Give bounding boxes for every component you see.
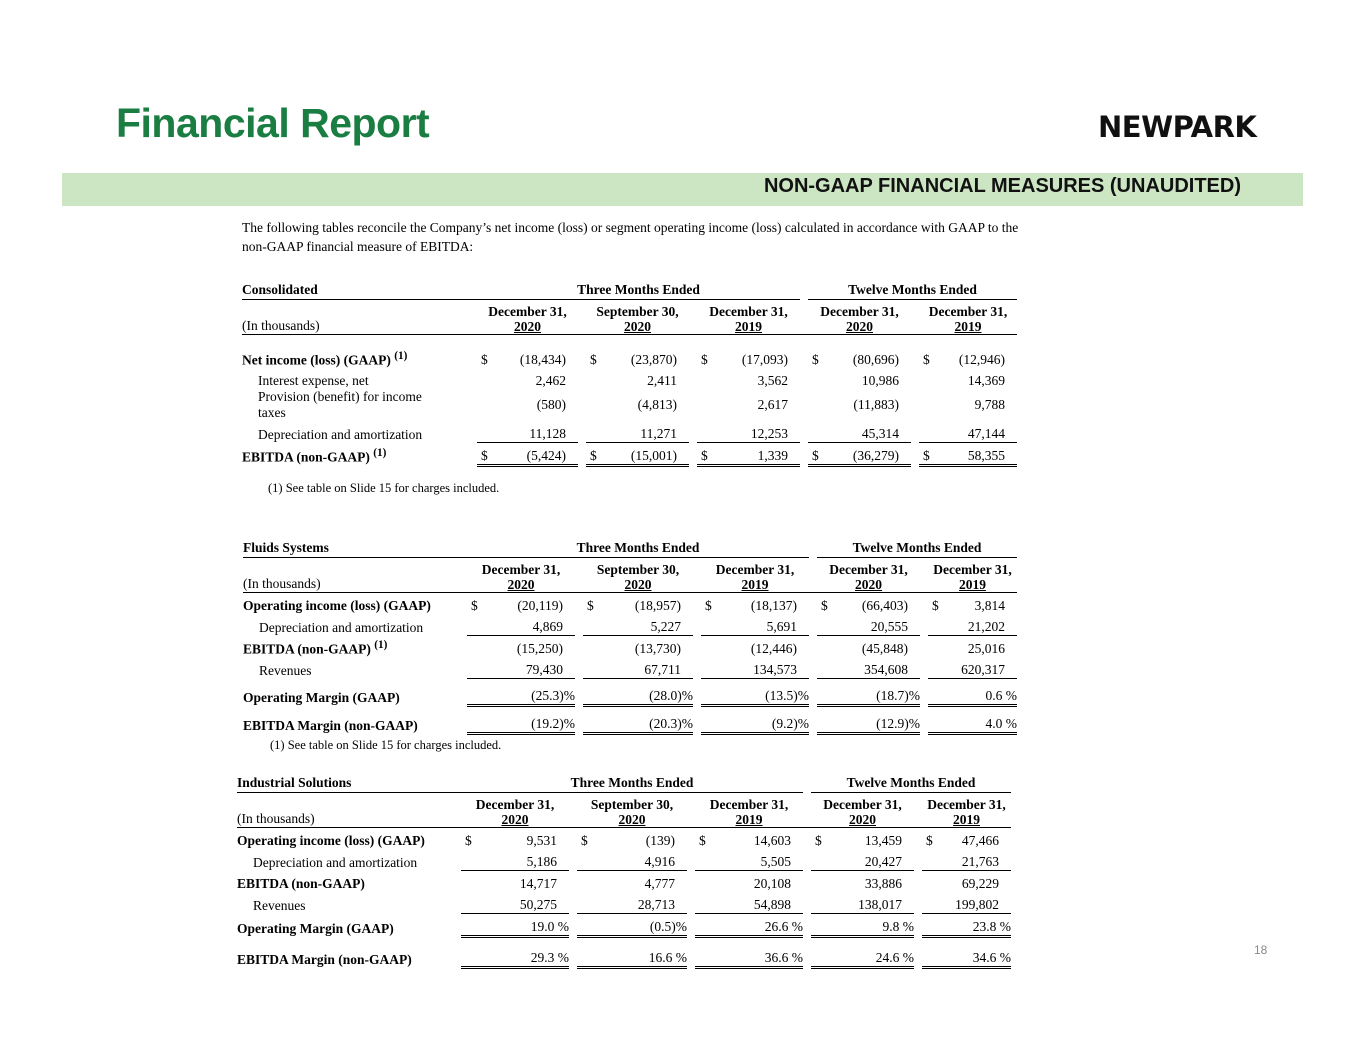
column-header: December 31, 2019 <box>922 793 1011 828</box>
table-row: EBITDA (non-GAAP) 14,717 4,777 20,108 33,886 69,229 <box>237 876 1000 891</box>
industrial-solutions-table <box>237 770 1011 969</box>
footnote: (1) See table on Slide 15 for charges included. <box>268 481 500 495</box>
intro-paragraph: The following tables reconcile the Company’s net income (loss) or segment operating income (loss) calculated in accordance with GAAP to the non-GAAP financial measure of EBITDA: <box>242 220 1019 254</box>
units-label: (In thousands) <box>242 300 477 335</box>
table-row: Interest expense, net 2,462 2,411 3,562 10,986 14,369 <box>258 373 1006 388</box>
column-header: September 30, 2020 <box>583 558 693 593</box>
column-header: December 31, 2020 <box>808 300 911 335</box>
table-row: EBITDA (non-GAAP) $^{(1)}$ (15,250) (13,730) (12,446) (45,848) 25,016 <box>243 638 1006 656</box>
group-header: Three Months Ended <box>477 277 800 300</box>
group-header: Twelve Months Ended <box>817 535 1017 558</box>
consolidated-table <box>242 277 1017 467</box>
page-number: 18 <box>1254 943 1268 957</box>
fluids-systems-table <box>243 535 1017 735</box>
table-row: EBITDA (non-GAAP) $^{(1)}$ $ (5,424) $ (15,001) $ 1,339 $ (36,279) $ 58,355 <box>242 443 1017 466</box>
table-row: Revenues 79,430 67,711 134,573 354,608 620,317 <box>243 657 1017 679</box>
table-section-title: Fluids Systems <box>243 535 467 558</box>
group-header: Three Months Ended <box>467 535 809 558</box>
column-header: December 31, 2019 <box>701 558 809 593</box>
units-label: (In thousands) <box>243 558 467 593</box>
newpark-logo: NEWPARK <box>1098 110 1257 144</box>
table-row: Operating Margin (GAAP) (25.3)% (28.0)% (13.5)% (18.7)% 0.6 % <box>243 679 1017 706</box>
column-header: December 31, 2020 <box>817 558 920 593</box>
group-header: Twelve Months Ended <box>808 277 1017 300</box>
page-title: Financial Report <box>116 100 430 146</box>
units-label: (In thousands) <box>237 793 461 828</box>
table-row: Provision (benefit) for income taxes (580) (4,813) 2,617 (11,883) 9,788 <box>258 389 1006 420</box>
column-header: December 31, 2019 <box>919 300 1017 335</box>
section-band <box>62 173 1303 206</box>
table-row: EBITDA Margin (non-GAAP) 29.3 % 16.6 % 36.6 % 24.6 % 34.6 % <box>237 937 1011 968</box>
table-row: EBITDA Margin (non-GAAP) (19.2)% (20.3)% (9.2)% (12.9)% 4.0 % <box>243 706 1017 734</box>
column-header: December 31, 2019 <box>695 793 803 828</box>
column-header: December 31, 2019 <box>697 300 800 335</box>
table-row: Net income (loss) (GAAP) $^{(1)}$ $ (18,434) $ (23,870) $ (17,093) $ (80,696) $ (12,946) <box>242 349 1006 367</box>
table-row: Operating Margin (GAAP) 19.0 % (0.5)% 26.6 % 9.8 % 23.8 % <box>237 914 1011 937</box>
table-row: Operating income (loss) (GAAP) $ (20,119) $ (18,957) $ (18,137) $ (66,403) $ 3,814 <box>243 598 1006 613</box>
column-header: September 30, 2020 <box>577 793 687 828</box>
column-header: December 31, 2020 <box>467 558 575 593</box>
table-row: Depreciation and amortization 4,869 5,227 5,691 20,555 21,202 <box>243 614 1017 636</box>
column-header: December 31, 2020 <box>477 300 578 335</box>
table-row: Revenues 50,275 28,713 54,898 138,017 199,802 <box>237 892 1011 914</box>
table-section-title: Industrial Solutions <box>237 770 461 793</box>
group-header: Twelve Months Ended <box>811 770 1011 793</box>
table-section-title: Consolidated <box>242 277 477 300</box>
table-row: Operating income (loss) (GAAP) $ 9,531 $ (139) $ 14,603 $ 13,459 $ 47,466 <box>237 833 1000 848</box>
column-header: December 31, 2020 <box>461 793 569 828</box>
column-header: December 31, 2019 <box>928 558 1017 593</box>
footnote: (1) See table on Slide 15 for charges included. <box>270 738 502 752</box>
column-header: September 30, 2020 <box>586 300 689 335</box>
column-header: December 31, 2020 <box>811 793 914 828</box>
table-row: Depreciation and amortization 11,128 11,271 12,253 45,314 47,144 <box>242 421 1017 443</box>
group-header: Three Months Ended <box>461 770 803 793</box>
section-band-title: NON-GAAP FINANCIAL MEASURES (UNAUDITED) <box>763 175 1241 197</box>
table-row: Depreciation and amortization 5,186 4,916 5,505 20,427 21,763 <box>237 849 1011 871</box>
